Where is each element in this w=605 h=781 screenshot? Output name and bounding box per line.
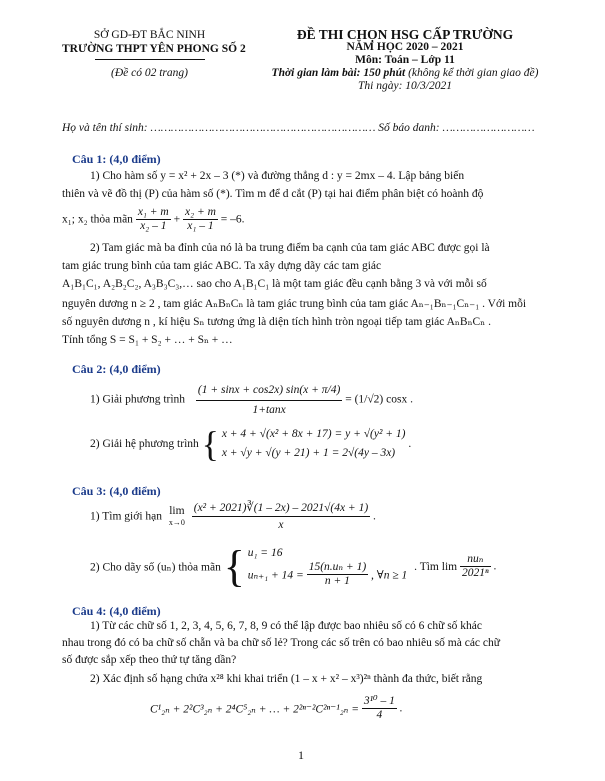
q1-frac1-den: x₂ – 1 [140, 220, 167, 232]
q2-p2-eq2: x + √y + √(y + 21) + 1 = 2√(4y – 3x) [221, 447, 396, 459]
q4-p1-line1: 1) Từ các chữ số 1, 2, 3, 4, 5, 6, 7, 8, 9 có thể lập được bao nhiêu số có 6 chữ số khác [90, 620, 483, 632]
q3-p1-frac [192, 500, 370, 533]
q2-p1-rhs: = (1/√2) cosx . [345, 393, 413, 406]
q1-p1-x1x2: x₁; x₂ thỏa mãn [62, 213, 133, 226]
subject: Môn: Toán – Lớp 11 [355, 54, 455, 66]
candidate-line: Họ và tên thí sinh: ………………………………………………………… Số báo danh: ……………………… [62, 122, 535, 134]
q4-p2-frac-den: 4 [376, 709, 383, 721]
q2-p2-end: . [408, 438, 412, 450]
q3-p1-end: . [373, 510, 376, 523]
q2-title: Câu 2: (4,0 điểm) [72, 362, 161, 376]
q1-p1-line2: thiên và vẽ đồ thị (P) của hàm số (*). Tìm m để d cắt (P) tại hai điểm phân biệt có hoành độ [62, 188, 484, 200]
q2-p1-label: 1) Giải phương trình [90, 393, 186, 406]
q3-p2-eq2-num: 15(n.uₙ + 1) [308, 561, 367, 573]
header-left [62, 28, 246, 80]
q3-p1-lim [169, 506, 185, 528]
q4-p2-line1: 2) Xác định số hạng chứa x²⁸ khi khai triển (1 – x + x² – x³)²ⁿ thành đa thức, biết rằng [90, 673, 483, 685]
q3-p2-eq2-frac [307, 561, 368, 588]
q2-p2-label: 2) Giải hệ phương trình [90, 438, 199, 450]
q3-p2-eq2-cond: , ∀n ≥ 1 [371, 569, 408, 582]
q3-p2-frac-den: 2021ⁿ [461, 567, 489, 579]
q4-title: Câu 4: (4,0 điểm) [72, 604, 161, 618]
q2-p2-system [222, 425, 406, 463]
time-label: Thời gian làm bài: 150 phút [271, 67, 406, 79]
q2-p1-frac [196, 380, 342, 419]
q2-p1-den: 1+tanx [252, 404, 286, 416]
q4-p2-frac-num: 3¹⁰ – 1 [363, 695, 395, 707]
q1-p2-line6: Tính tổng S = S₁ + S₂ + … + Sₙ + … [62, 334, 233, 346]
q3-p2-eq2-lhs: uₙ₊₁ + 14 = [247, 569, 304, 582]
q2-p2-eq1: x + 4 + √(x² + 8x + 17) = y + √(y² + 1) [221, 428, 406, 440]
q1-p2-line5: số nguyên dương n , kí hiệu Sₙ tương ứng là diện tích hình tròn ngoại tiếp tam giác AₙBₙCₙ . [62, 316, 491, 328]
q3-p2-end: . [493, 560, 497, 573]
q4-p2-sum-lhs: C¹₂ₙ + 2²C³₂ₙ + 2⁴C⁵₂ₙ + … + 2²ⁿ⁻²C²ⁿ⁻¹₂ₙ = [150, 703, 359, 716]
q1-p1-line1: 1) Cho hàm số y = x² + 2x – 3 (*) và đường thẳng d : y = 2mx – 4. Lập bảng biến [90, 170, 465, 182]
q3-p1-lim-word: lim [169, 504, 185, 517]
q3-title: Câu 3: (4,0 điểm) [72, 484, 161, 498]
q3-p2-system [248, 545, 408, 588]
q1-frac2-num: x₂ + m [184, 206, 216, 218]
q3-p1-label: 1) Tìm giới hạn [90, 510, 162, 523]
q4-p2-sum [150, 695, 403, 722]
q2-p1-num: (1 + sinx + cos2x) sin(x + π/4) [196, 380, 342, 401]
q3-p2-eq2-den: n + 1 [324, 575, 350, 587]
q2-p2-brace: { [201, 424, 219, 464]
q1-title: Câu 1: (4,0 điểm) [72, 152, 161, 166]
q1-frac2 [183, 206, 218, 233]
q3-p1 [90, 500, 376, 533]
dept-name: SỞ GD-ĐT BẮC NINH [93, 29, 206, 41]
school-name: TRƯỜNG THPT YÊN PHONG SỐ 2 [62, 43, 246, 55]
q1-p1-line3: x₁; x₂ thỏa mãn $\frac{\text{x₁ + m}}{\text{x₂ – 1}}$ + $\frac{\text{x₂ + m}}{\text{x₁ – 1}}$ = –6. [62, 206, 245, 232]
q2-p1 [90, 380, 413, 419]
school-year: NĂM HỌC 2020 – 2021 [346, 41, 464, 53]
q4-p1-line3: số được sắp xếp theo thứ tự tăng dần? [62, 654, 237, 666]
q1-p2-line2: tam giác trung bình của tam giác ABC. Ta xây dựng dãy các tam giác [62, 260, 382, 272]
q1-frac1-num: x₁ + m [137, 206, 169, 218]
q3-p2-frac [460, 553, 491, 580]
q4-p2-end: . [399, 702, 403, 715]
time-line [255, 67, 555, 80]
q1-p2-line1: 2) Tam giác mà ba đỉnh của nó là ba trung điểm ba cạnh của tam giác ABC được gọi là [90, 242, 490, 254]
q1-p2-line4: nguyên dương n ≥ 2 , tam giác AₙBₙCₙ là tam giác trung bình của tam giác Aₙ₋₁Bₙ₋₁Cₙ₋₁ . Với mỗi [62, 298, 527, 310]
header-right [255, 28, 555, 93]
q1-frac1 [136, 206, 171, 233]
q1-frac2-den: x₁ – 1 [187, 220, 214, 232]
q3-p1-den: x [278, 519, 284, 531]
q3-p2-brace: { [223, 542, 245, 591]
q3-p2-post: . Tìm lim [414, 560, 458, 573]
exam-date: Thi ngày: 10/3/2021 [358, 80, 452, 92]
page-number: 1 [298, 748, 304, 762]
time-note: (không kể thời gian giao đề) [405, 67, 539, 79]
q3-p2-label: 2) Cho dãy số (uₙ) thỏa mãn [90, 561, 221, 574]
pages-note: (Đề có 02 trang) [111, 67, 188, 79]
q3-p2-eq2 [248, 561, 408, 588]
q3-p1-num: (x² + 2021)∛(1 – 2x) – 2021√(4x + 1) [192, 500, 370, 517]
q3-p2-eq1: u₁ = 16 [247, 547, 283, 559]
header-divider [95, 59, 205, 60]
q3-p1-lim-sub: x→0 [168, 517, 185, 527]
q4-p2-frac [362, 695, 397, 722]
q3-p2-frac-num: nuₙ [460, 553, 491, 567]
q1-p1-rhs: = –6. [220, 213, 245, 226]
q1-p2-line3: A₁B₁C₁, A₂B₂C₂, A₃B₃C₃,… sao cho A₁B₁C₁ là một tam giác đều cạnh bằng 3 và với mỗi số [62, 278, 487, 290]
exam-title: ĐỀ THI CHỌN HSG CẤP TRƯỜNG [296, 27, 514, 42]
q4-p1-line2: nhau trong đó có ba chữ số chẵn và ba chữ số lẻ? Trong các số trên có bao nhiêu số mà các chữ [62, 637, 500, 649]
q2-p2 [90, 423, 411, 465]
q3-p2 [90, 541, 496, 592]
